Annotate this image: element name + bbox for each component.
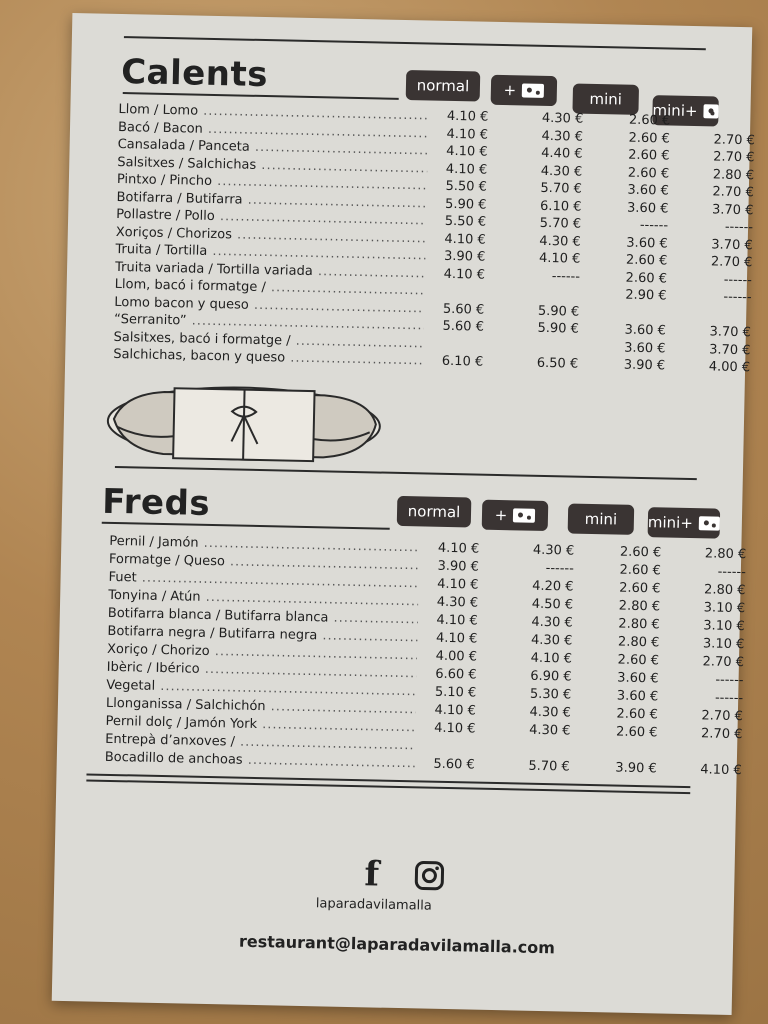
price-normal: 4.10 € [446, 126, 489, 143]
cheese-icon [522, 83, 544, 97]
price-plus: 4.30 € [531, 614, 573, 631]
price-mini-plus: 2.70 € [713, 131, 756, 148]
item-name: Pollastre / Pollo ..... [116, 207, 426, 228]
price-normal: 5.60 € [442, 318, 485, 335]
item-name: Ibèric / Ibérico ..... [107, 660, 417, 681]
price-mini: 3.60 € [617, 670, 659, 687]
item-name: Lomo bacon y queso ..... [114, 294, 424, 315]
price-mini-plus: 2.70 € [710, 254, 753, 271]
item-name: Cansalada / Panceta ..... [118, 137, 428, 158]
price-normal: 6.60 € [435, 666, 477, 683]
price-plus: 5.70 € [528, 758, 570, 775]
price-mini: 2.60 € [628, 112, 671, 129]
price-plus: 5.90 € [537, 320, 580, 337]
price-mini-plus: 3.10 € [702, 636, 745, 653]
item-name: “Serranito” ..... [114, 312, 424, 333]
menu-sheet [52, 13, 756, 1015]
price-normal: 4.10 € [437, 576, 479, 593]
item-name: Botifarra negra / Butifarra negra ..... [107, 624, 417, 645]
price-mini-plus: 3.70 € [708, 341, 751, 358]
price-plus: 4.30 € [529, 704, 572, 721]
item-name: Formatge / Queso ..... [109, 552, 419, 573]
price-plus: 4.30 € [541, 128, 584, 145]
price-mini: 2.60 € [619, 544, 662, 561]
item-name: Botifarra / Butifarra ..... [116, 189, 426, 210]
item-name: Llom, bacó i formatge / ..... [115, 277, 425, 298]
price-normal: 3.90 € [443, 248, 486, 265]
section-divider [115, 466, 697, 480]
price-plus: 4.30 € [532, 542, 575, 559]
price-mini: ------ [639, 217, 669, 234]
item-name: Pernil dolç / Jamón York ..... [105, 714, 415, 735]
price-plus: 6.10 € [539, 198, 582, 215]
price-plus: 5.30 € [529, 686, 572, 703]
item-name: Salsitxes, bacó i formatge / ..... [113, 329, 423, 350]
header-mini: mini [572, 83, 639, 114]
price-mini: 2.80 € [618, 616, 660, 633]
price-plus: 4.30 € [539, 233, 581, 250]
price-normal: 5.60 € [433, 756, 475, 773]
price-plus: 4.20 € [531, 578, 574, 595]
price-mini: 3.60 € [616, 688, 659, 705]
price-mini-plus: 2.70 € [701, 708, 743, 725]
header-mini-cheese: mini+ [652, 95, 719, 126]
price-normal: 4.10 € [437, 540, 480, 557]
price-mini: 3.90 € [623, 357, 666, 374]
item-name: Llonganissa / Salchichón ..... [106, 696, 416, 717]
price-mini-plus: 2.70 € [713, 149, 755, 166]
price-mini-plus [672, 744, 742, 745]
price-normal: 4.10 € [436, 612, 478, 629]
price-mini: 3.60 € [624, 322, 667, 339]
price-plus: 4.40 € [541, 145, 583, 162]
price-mini-plus: ------ [717, 564, 747, 581]
price-normal: 4.10 € [435, 630, 478, 647]
price-mini-plus: 2.70 € [700, 726, 743, 743]
price-normal: 4.10 € [443, 266, 486, 283]
section-title-freds: Freds [101, 481, 211, 524]
item-name: Salsitxes / Salchichas ..... [117, 154, 427, 175]
price-normal: 5.10 € [434, 684, 477, 701]
header-cheese: + [491, 75, 558, 106]
price-normal: 4.00 € [435, 648, 478, 665]
price-plus: 5.90 € [537, 303, 580, 320]
instagram-icon[interactable] [414, 860, 445, 891]
price-plus: 4.10 € [530, 650, 573, 667]
item-name: Pintxo / Pincho ..... [117, 172, 427, 193]
price-mini: 2.80 € [617, 634, 660, 651]
header-mini: mini [568, 503, 635, 534]
price-mini: 2.90 € [625, 287, 667, 304]
price-mini-plus: ------ [715, 672, 744, 689]
top-rule [124, 36, 706, 50]
price-plus: 4.50 € [531, 596, 574, 613]
price-plus: 6.90 € [530, 668, 572, 685]
header-normal: normal [406, 70, 481, 102]
price-normal: 6.10 € [441, 353, 484, 370]
cheese-icon [513, 508, 535, 522]
facebook-icon[interactable]: f [364, 854, 380, 895]
price-plus: ------ [551, 268, 581, 285]
item-name: Bacó / Bacon ..... [118, 119, 428, 140]
price-plus: 6.50 € [536, 355, 579, 372]
header-mini-cheese: mini+ [648, 507, 721, 539]
item-name: Entrepà d’anxoves / ..... [105, 732, 415, 753]
price-mini: 3.60 € [627, 182, 669, 199]
price-mini-plus: 3.10 € [703, 600, 746, 617]
price-mini: 3.90 € [615, 760, 657, 777]
price-mini-plus: 2.80 € [703, 582, 746, 599]
title-underline [102, 522, 390, 530]
price-mini-plus: 2.70 € [702, 654, 745, 671]
price-mini-plus: ------ [723, 289, 752, 306]
price-mini: 2.60 € [628, 130, 671, 147]
header-cheese: + [482, 500, 549, 531]
price-mini-plus [681, 306, 751, 307]
price-mini-plus: 2.80 € [712, 166, 755, 183]
item-name: Vegetal ..... [106, 678, 416, 699]
price-mini-plus: 3.70 € [709, 324, 752, 341]
price-normal: 5.90 € [444, 196, 487, 213]
price-mini-plus: ------ [723, 272, 753, 288]
item-name: Bocadillo de anchoas ..... [105, 750, 415, 771]
header-normal: normal [397, 496, 472, 528]
price-normal: 4.30 € [436, 594, 479, 611]
price-mini-plus: 2.70 € [712, 184, 754, 201]
contact-email[interactable]: restaurant@laparadavilamalla.com [238, 931, 556, 958]
price-mini-plus: 2.80 € [704, 546, 747, 563]
item-name: Pernil / Jamón ..... [109, 534, 419, 555]
price-mini: 3.60 € [624, 340, 666, 356]
social-links [354, 854, 475, 897]
section-title-calents: Calents [120, 52, 269, 96]
price-mini: 2.60 € [625, 270, 668, 286]
price-normal: 5.60 € [442, 301, 485, 318]
price-plus: 4.30 € [528, 722, 571, 739]
price-mini: 2.60 € [615, 724, 658, 741]
sandwich-illustration [103, 379, 385, 470]
price-mini-plus: ------ [714, 690, 744, 707]
price-normal: 4.10 € [446, 108, 489, 125]
social-handle[interactable]: laparadavilamalla [315, 896, 432, 914]
price-plus: ------ [545, 561, 575, 577]
price-mini: 3.60 € [626, 235, 668, 252]
cheese-icon [699, 516, 720, 530]
price-mini: 2.60 € [616, 706, 659, 723]
price-normal: 4.10 € [446, 143, 488, 160]
price-mini: 2.60 € [627, 165, 670, 182]
item-name: Truita / Tortilla ..... [115, 242, 425, 263]
price-mini: 2.80 € [618, 598, 661, 615]
price-mini: 2.60 € [625, 252, 668, 269]
price-plus: 5.70 € [539, 215, 582, 232]
price-mini-plus: 4.00 € [708, 359, 751, 376]
item-name: Xoriço / Chorizo ..... [107, 642, 417, 663]
item-name: Xoriços / Chorizos ..... [116, 224, 426, 245]
price-plus: 4.30 € [530, 632, 573, 649]
price-plus: 4.30 € [540, 163, 583, 180]
price-mini-plus: ------ [724, 219, 754, 236]
price-normal: 4.10 € [434, 720, 476, 737]
item-name: Salchichas, bacon y queso ..... [113, 347, 423, 368]
item-name: Tonyina / Atún ..... [108, 588, 418, 609]
item-name: Botifarra blanca / Butifarra blanca ..... [108, 606, 418, 627]
price-mini-plus: 3.70 € [711, 236, 753, 253]
price-normal: 4.10 € [445, 161, 488, 178]
price-mini: 2.60 € [617, 652, 660, 669]
price-plus: 5.70 € [540, 180, 582, 197]
item-name: Fuet ..... [108, 570, 418, 591]
price-mini: 2.60 € [618, 580, 661, 597]
price-mini-plus [685, 114, 755, 115]
price-plus: 4.10 € [538, 250, 581, 267]
price-mini-plus: 4.10 € [700, 762, 742, 779]
price-plus: 4.30 € [541, 110, 584, 127]
price-normal: 5.50 € [445, 178, 488, 195]
price-mini: 2.60 € [619, 562, 662, 579]
price-mini: 3.60 € [626, 200, 669, 217]
price-mini-plus: 3.70 € [711, 201, 754, 218]
price-normal: 3.90 € [437, 558, 480, 575]
item-name: Llom / Lomo ..... [118, 102, 428, 123]
item-name: Truita variada / Tortilla variada ..... [115, 259, 425, 280]
price-normal: 5.50 € [444, 213, 487, 230]
price-normal: 4.10 € [444, 231, 486, 248]
price-mini: 2.60 € [628, 147, 670, 164]
price-normal: 4.10 € [434, 702, 477, 719]
price-mini-plus: 3.10 € [703, 618, 745, 635]
